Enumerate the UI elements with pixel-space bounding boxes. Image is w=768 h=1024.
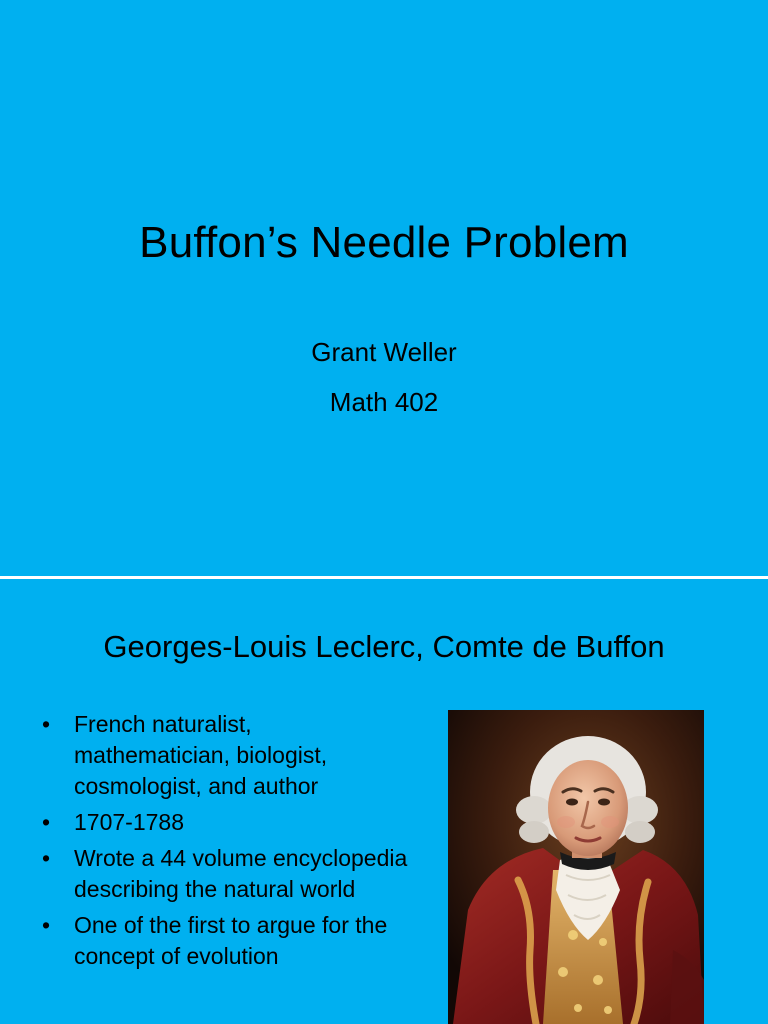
bullet-item [42,709,414,802]
bullet-item [42,843,414,905]
slide-heading: Georges-Louis Leclerc, Comte de Buffon [103,629,665,664]
bullet-list [42,709,414,977]
biography-slide [0,579,768,1024]
bullet-text: 1707-1788 [74,809,184,835]
bullet-item [42,910,414,972]
bullet-icon: • [42,845,51,871]
presentation-title: Buffon’s Needle Problem [139,218,629,267]
bullet-text: Wrote a 44 volume encyclopedia describing the natural world [74,845,408,902]
bullet-text: One of the first to argue for the concept of evolution [74,912,388,969]
bullet-icon: • [42,711,51,737]
portrait-painting-icon [448,710,704,1024]
bullet-icon: • [42,809,51,835]
bullet-icon: • [42,912,51,938]
course-name: Math 402 [329,387,439,417]
portrait-image [448,710,704,1024]
bullet-text: French naturalist, mathematician, biologist, cosmologist, and author [74,711,328,799]
author-name: Grant Weller [311,337,457,367]
bullet-item [42,807,414,838]
